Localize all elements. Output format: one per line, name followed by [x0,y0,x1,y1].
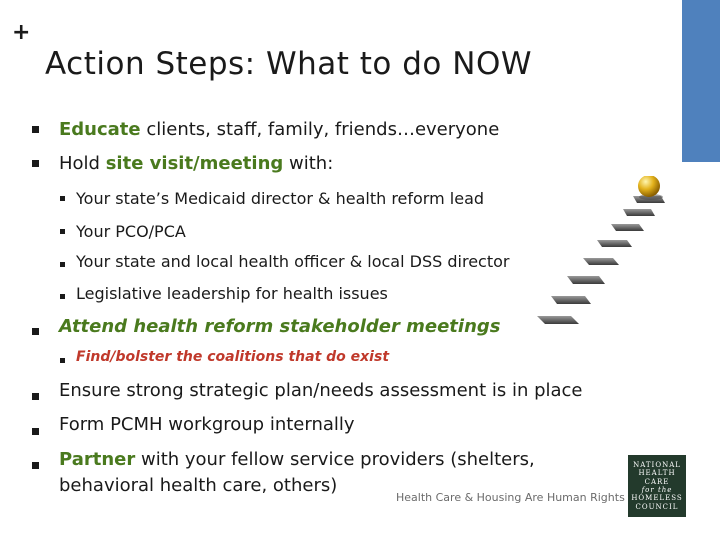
footer-tagline: Health Care & Housing Are Human Rights [396,491,625,504]
sub-item-legislative: Legislative leadership for health issues [76,284,388,303]
sub-bullet-marker [60,294,65,299]
sub-item-health-officer: Your state and local health officer & local DSS director [76,252,510,271]
logo-line: NATIONAL [633,460,681,469]
bullet-marker [32,462,39,469]
bullet-educate: Educate clients, staff, family, friends…everyone [59,119,500,140]
sub-bullet-marker [60,262,65,267]
slide-title: Action Steps: What to do NOW [45,46,532,82]
bullet-marker [32,328,39,335]
sub-item-medicaid: Your state’s Medicaid director & health reform lead [76,189,485,208]
bullet-partner-line2: behavioral health care, others) [59,475,338,496]
plus-icon: + [12,20,31,45]
logo-line: HOMELESS [631,494,683,503]
logo-line: for the [641,486,673,494]
sub-bullet-marker [60,229,65,234]
logo-line: HEALTH CARE [638,469,676,486]
sub-bullet-marker [60,358,65,363]
nhchc-logo [628,455,686,517]
bullet-strategic-plan: Ensure strong strategic plan/needs assessment is in place [59,380,583,401]
bullet-pcmh: Form PCMH workgroup internally [59,414,355,435]
bullet-stakeholder: Attend health reform stakeholder meetings [59,316,501,337]
bullet-marker [32,428,39,435]
bullet-partner: Partner with your fellow service providers (shelters, [59,449,535,470]
bullet-site-visit: Hold site visit/meeting with: [59,153,334,174]
logo-line: COUNCIL [635,502,679,511]
bullet-marker [32,393,39,400]
sub-item-coalitions: Find/bolster the coalitions that do exist [76,349,390,365]
bullet-marker [32,160,39,167]
sub-bullet-marker [60,196,65,201]
sub-item-pco: Your PCO/PCA [76,222,186,241]
bullet-marker [32,126,39,133]
